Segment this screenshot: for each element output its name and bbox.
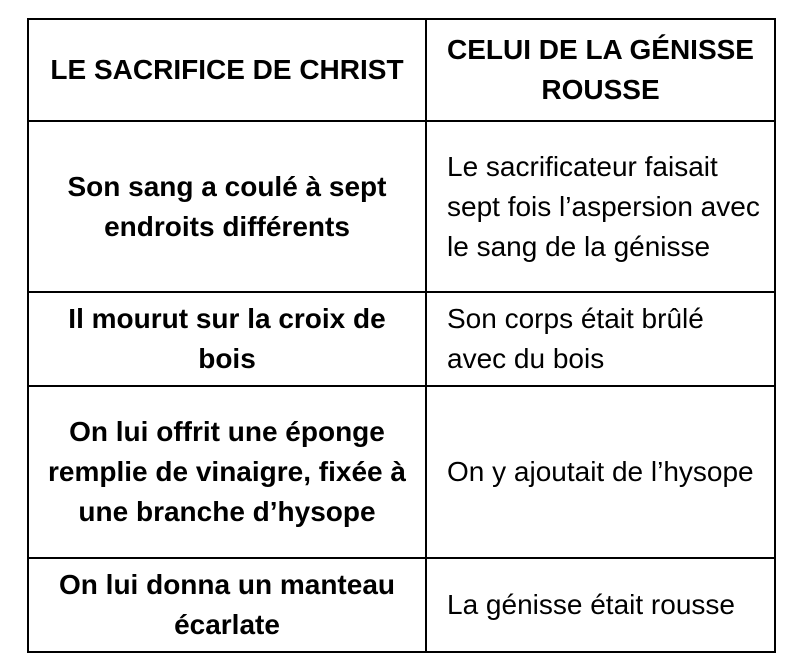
christ-cell: Il mourut sur la croix de bois [28,292,426,386]
table-header [28,19,775,121]
heifer-cell: On y ajoutait de l’hysope [426,386,775,558]
table-row [28,292,775,386]
table-body [28,121,775,652]
heifer-cell: Son corps était brûlé avec du bois [426,292,775,386]
header-christ-sacrifice: LE SACRIFICE DE CHRIST [28,19,426,121]
table-row [28,121,775,292]
heifer-cell: Le sacrificateur faisait sept fois l’aspersion avec le sang de la génisse [426,121,775,292]
comparison-table [27,18,776,653]
header-row [28,19,775,121]
christ-cell: On lui donna un manteau écarlate [28,558,426,652]
heifer-cell: La génisse était rousse [426,558,775,652]
christ-cell: Son sang a coulé à sept endroits différents [28,121,426,292]
table-row [28,558,775,652]
header-red-heifer: CELUI DE LA GÉNISSE ROUSSE [426,19,775,121]
christ-cell: On lui offrit une éponge remplie de vinaigre, fixée à une branche d’hysope [28,386,426,558]
table-row [28,386,775,558]
